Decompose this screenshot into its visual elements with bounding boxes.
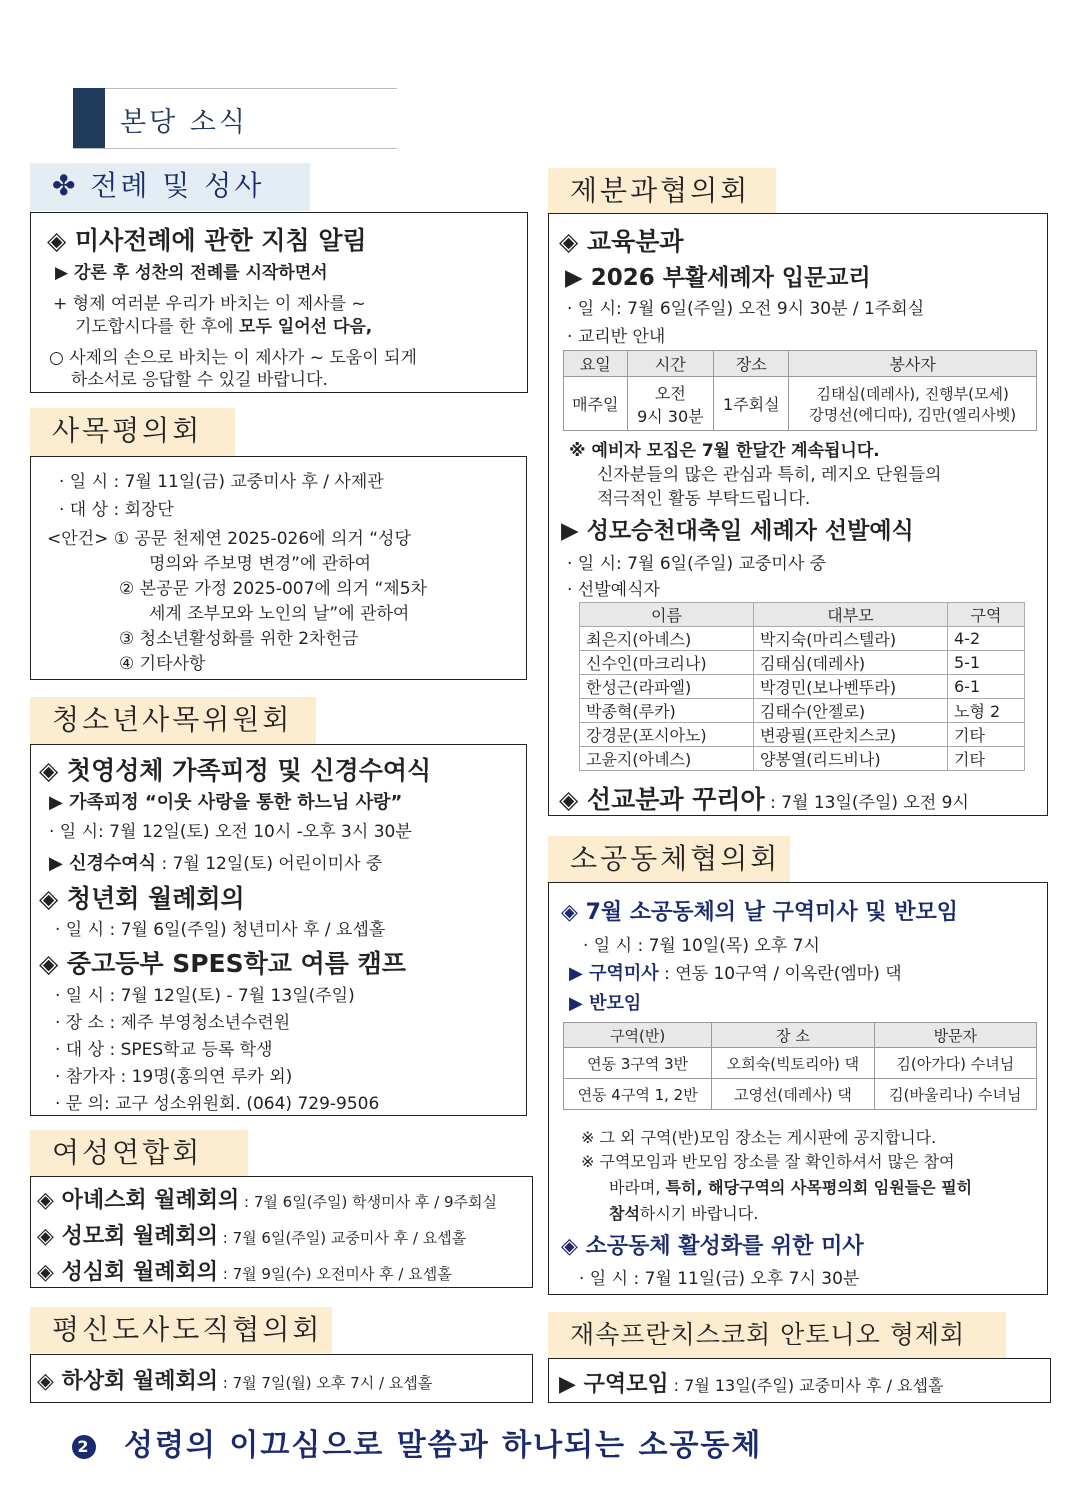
liturgy-line-1: + 형제 여러분 우리가 바치는 이 제사를 ~ xyxy=(53,294,366,314)
pastoral-line-5: ② 본공문 가정 2025-007에 의거 “제5차 xyxy=(119,579,427,599)
laity-box xyxy=(30,1354,533,1403)
liturgy-line-4: 하소서로 응답할 수 있길 바랍니다. xyxy=(71,370,328,390)
council-note-2: 신자분들의 많은 관심과 특히, 레지오 단원들의 xyxy=(597,465,942,485)
section-title-community: 소공동체협의회 xyxy=(548,836,790,882)
community-line-3: · 일 시 : 7월 11일(금) 오후 7시 30분 xyxy=(579,1269,860,1289)
youth-sub-1: ▶ 가족피정 “이웃 사랑을 통한 하느님 사랑” xyxy=(49,792,403,813)
community-sub-2: ▶ 반모임 xyxy=(569,993,642,1014)
table-row: 한성근(라파엘) 박경민(보나벤뚜라) 6-1 xyxy=(580,675,1025,699)
table-row: 최은지(아녜스) 박지숙(마리스텔라) 4-2 xyxy=(580,627,1025,651)
section-title-liturgy: ✤ 전례 및 성사 xyxy=(30,163,310,211)
table-row: 고윤지(아녜스) 양봉열(리드비나) 기타 xyxy=(580,747,1025,771)
youth-line-4: · 일 시 : 7월 12일(토) - 7월 13일(주일) xyxy=(55,986,355,1006)
liturgy-sub: ▶ 강론 후 성찬의 전례를 시작하면서 xyxy=(55,263,328,283)
franciscan-box xyxy=(548,1358,1051,1403)
council-line-2: · 교리반 안내 xyxy=(567,327,666,347)
header-divider-top xyxy=(105,88,397,89)
council-sub-2: ▶ 성모승천대축일 세례자 선발예식 xyxy=(561,518,914,544)
youth-line-6: · 대 상 : SPES학교 등록 학생 xyxy=(55,1040,273,1060)
council-heading-1: ◈ 교육분과 xyxy=(559,227,684,256)
header-accent-bar xyxy=(73,88,105,148)
women-row-1: ◈ 아녜스회 월례회의 : 7월 6일(주일) 학생미사 후 / 9주회실 xyxy=(37,1188,497,1213)
section-title-youth: 청소년사목위원회 xyxy=(30,697,316,745)
page-title: 본당 소식 xyxy=(120,107,248,138)
liturgy-box xyxy=(30,212,528,393)
community-box xyxy=(548,882,1048,1295)
community-heading-1: ◈ 7월 소공동체의 날 구역미사 및 반모임 xyxy=(561,900,958,925)
liturgy-line-3: ○ 사제의 손으로 바치는 이 제사가 ~ 도움이 되게 xyxy=(49,348,417,368)
council-box xyxy=(548,213,1048,816)
community-note-1: ※ 그 외 구역(반)모임 장소는 게시판에 공지합니다. xyxy=(581,1128,937,1147)
liturgy-heading: ◈ 미사전례에 관한 지침 알림 xyxy=(47,226,367,255)
liturgy-line-2: 기도합시다를 한 후에 모두 일어선 다음, xyxy=(75,317,373,337)
pastoral-line-6: 세계 조부모와 노인의 날”에 관하여 xyxy=(149,604,410,624)
youth-line-8: · 문 의: 교구 성소위원회. (064) 729-9506 xyxy=(55,1094,380,1114)
section-title-laity: 평신도사도직협의회 xyxy=(30,1307,332,1353)
pastoral-line-8: ④ 기타사항 xyxy=(119,654,206,674)
footer-slogan: 2 성령의 이끄심으로 말씀과 하나되는 소공동체 xyxy=(72,1420,762,1464)
council-heading-2: ◈ 선교분과 꾸리아 : 7월 13일(주일) 오전 9시 xyxy=(559,785,969,814)
table-row: 연동 3구역 3반 오희숙(빅토리아) 댁 김(아가다) 수녀님 xyxy=(564,1048,1037,1079)
table-row: 연동 4구역 1, 2반 고영선(데레사) 댁 김(바울리나) 수녀님 xyxy=(564,1079,1037,1110)
pastoral-line-2: · 대 상 : 회장단 xyxy=(59,500,174,520)
youth-heading-2: ◈ 청년회 월례회의 xyxy=(39,884,245,913)
pastoral-line-7: ③ 청소년활성화를 위한 2차헌금 xyxy=(119,629,359,649)
youth-box xyxy=(30,744,527,1116)
youth-line-7: · 참가자 : 19명(홍의연 루카 외) xyxy=(55,1067,293,1087)
header-divider-bottom xyxy=(73,148,397,149)
council-note-1: ※ 예비자 모집은 7월 한달간 계속됩니다. xyxy=(569,441,880,461)
section-title-council: 제분과협의회 xyxy=(548,168,776,214)
pastoral-line-3: <안건> ① 공문 천제연 2025-026에 의거 “성당 xyxy=(47,529,411,549)
women-row-3: ◈ 성심회 월례회의 : 7월 9일(수) 오전미사 후 / 요셉홀 xyxy=(37,1260,452,1285)
community-note-4: 참석하시기 바랍니다. xyxy=(609,1204,759,1223)
youth-line-3: · 일 시 : 7월 6일(주일) 청년미사 후 / 요셉홀 xyxy=(55,920,386,940)
women-row-2: ◈ 성모회 월례회의 : 7월 6일(주일) 교중미사 후 / 요셉홀 xyxy=(37,1224,467,1249)
table-row: 강경문(포시아노) 변광필(프란치스코) 기타 xyxy=(580,723,1025,747)
meeting-table: 구역(반) 장 소 방문자 연동 3구역 3반 오희숙(빅토리아) 댁 김(아가다) 수녀님 연동 4구역 1, 2반 고영선(데레사) 댁 김(바울리나) 수녀님 xyxy=(563,1022,1037,1110)
youth-line-1: · 일 시: 7월 12일(토) 오전 10시 -오후 3시 30분 xyxy=(49,822,412,842)
section-title-franciscan: 재속프란치스코회 안토니오 형제회 xyxy=(548,1312,1006,1358)
community-line-2: ▶ 구역미사 : 연동 10구역 / 이옥란(엠마) 댁 xyxy=(569,963,902,984)
table-row: 신수인(마크리나) 김태심(데레사) 5-1 xyxy=(580,651,1025,675)
franciscan-row: ▶ 구역모임 : 7월 13일(주일) 교중미사 후 / 요셉홀 xyxy=(559,1372,944,1397)
community-line-1: · 일 시 : 7월 10일(목) 오후 7시 xyxy=(583,936,820,956)
council-note-3: 적극적인 활동 부탁드립니다. xyxy=(597,489,811,509)
section-title-pastoral: 사목평의회 xyxy=(30,408,235,456)
women-box xyxy=(30,1176,533,1288)
election-table: 이름 대부모 구역 최은지(아녜스) 박지숙(마리스텔라) 4-2 신수인(마크리나) 김태심(데레사) 5-1 한성근(라파엘) 박경민(보나벤뚜라) 6-1 박종혁(루카) 김태수(안젤로) 노형 2 강경문(포시아노) 변광필(프란치스코) 기타 고윤지(아녜스) 양봉열(리드비나) 기타 xyxy=(579,602,1025,771)
youth-line-5: · 장 소 : 제주 부영청소년수련원 xyxy=(55,1013,291,1033)
catechism-table: 요일 시간 장소 봉사자 매주일 오전 9시 30분 1주회실 김태심(데레사), 진행부(모세) 강명선(에디따), 김만(엘리사벳) xyxy=(563,350,1037,431)
pastoral-box xyxy=(30,456,527,680)
pastoral-line-4: 명의와 주보명 변경”에 관하여 xyxy=(149,554,372,574)
pastoral-line-1: · 일 시 : 7월 11일(금) 교중미사 후 / 사제관 xyxy=(59,472,384,492)
youth-heading-1: ◈ 첫영성체 가족피정 및 신경수여식 xyxy=(39,756,432,785)
council-line-1: · 일 시: 7월 6일(주일) 오전 9시 30분 / 1주회실 xyxy=(567,299,925,319)
community-note-3: 바라며, 특히, 해당구역의 사목평의회 임원들은 필히 xyxy=(609,1178,973,1197)
table-row: 박종혁(루카) 김태수(안젤로) 노형 2 xyxy=(580,699,1025,723)
page-number-badge: 2 xyxy=(72,1435,96,1459)
council-sub-1: ▶ 2026 부활세례자 입문교리 xyxy=(565,265,871,291)
community-note-2: ※ 구역모임과 반모임 장소를 잘 확인하셔서 많은 참여 xyxy=(581,1152,955,1171)
community-heading-2: ◈ 소공동체 활성화를 위한 미사 xyxy=(561,1234,864,1259)
youth-heading-3: ◈ 중고등부 SPES학교 여름 캠프 xyxy=(39,949,406,978)
laity-row: ◈ 하상회 월례회의 : 7월 7일(월) 오후 7시 / 요셉홀 xyxy=(37,1369,433,1394)
youth-line-2: ▶ 신경수여식 : 7월 12일(토) 어린이미사 중 xyxy=(49,853,383,874)
council-line-4: · 선발예식자 xyxy=(567,580,660,600)
council-line-3: · 일 시: 7월 6일(주일) 교중미사 중 xyxy=(567,554,827,574)
section-title-women: 여성연합회 xyxy=(30,1130,248,1176)
